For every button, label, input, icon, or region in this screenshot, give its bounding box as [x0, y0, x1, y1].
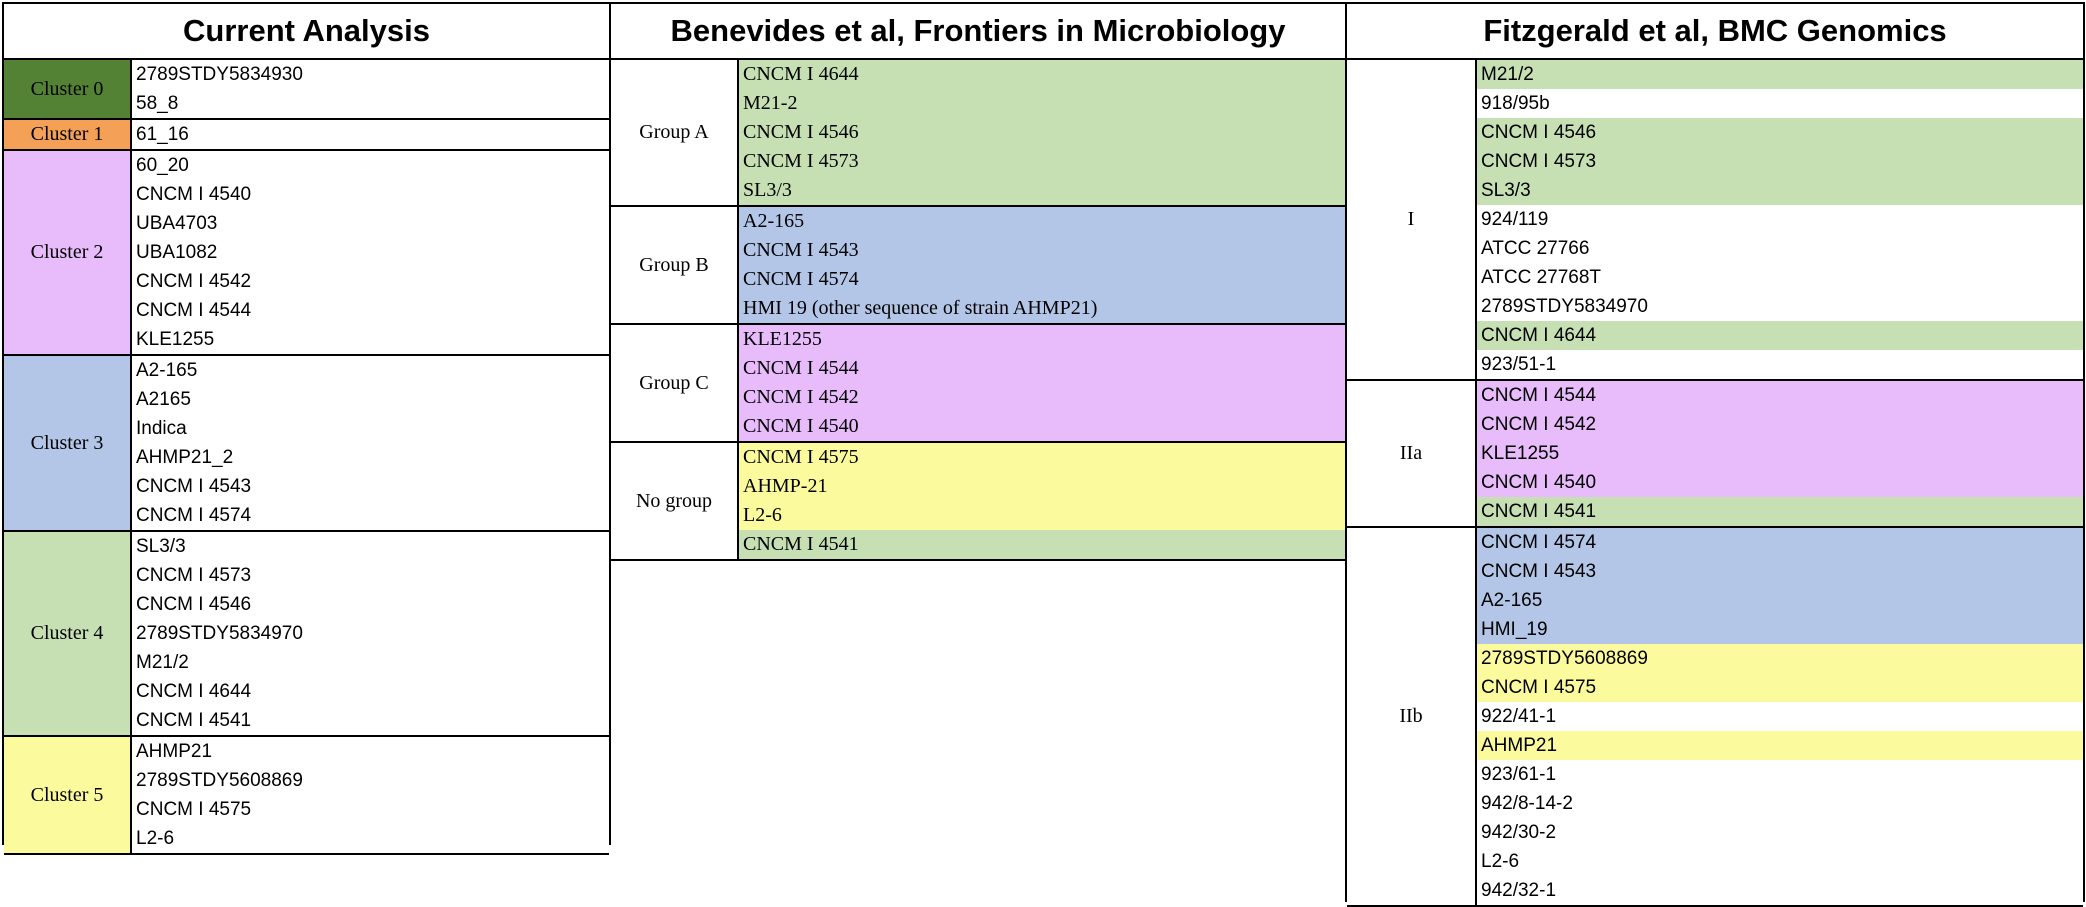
strain-item: CNCM I 4644 — [1477, 321, 2083, 350]
group-row — [4, 356, 609, 532]
strain-item: CNCM I 4575 — [132, 795, 609, 824]
group-list — [1347, 60, 2083, 907]
group-row — [611, 325, 1345, 443]
strain-item: L2-6 — [132, 824, 609, 853]
strain-item: CNCM I 4644 — [739, 60, 1345, 89]
panel-current-analysis — [2, 2, 611, 849]
strain-list — [739, 60, 1345, 205]
group-label: IIa — [1347, 381, 1477, 526]
group-row — [4, 737, 609, 855]
strain-list — [739, 207, 1345, 323]
strain-item: 923/51-1 — [1477, 350, 2083, 379]
group-row — [611, 443, 1345, 561]
strain-item: 58_8 — [132, 89, 609, 118]
strain-item: CNCM I 4644 — [132, 677, 609, 706]
strain-item: HMI_19 — [1477, 615, 2083, 644]
group-label: Group C — [611, 325, 739, 441]
strain-item: M21/2 — [132, 648, 609, 677]
strain-item: 60_20 — [132, 151, 609, 180]
panel-title: Benevides et al, Frontiers in Microbiology — [611, 4, 1345, 60]
group-row — [1347, 60, 2083, 381]
strain-item: 924/119 — [1477, 205, 2083, 234]
strain-item: CNCM I 4544 — [739, 354, 1345, 383]
strain-item: CNCM I 4544 — [132, 296, 609, 325]
group-row — [611, 207, 1345, 325]
strain-item: CNCM I 4575 — [739, 443, 1345, 472]
strain-item: CNCM I 4546 — [739, 118, 1345, 147]
strain-item: CNCM I 4540 — [1477, 468, 2083, 497]
panel-title: Fitzgerald et al, BMC Genomics — [1347, 4, 2083, 60]
strain-item: 923/61-1 — [1477, 760, 2083, 789]
strain-list — [132, 532, 609, 735]
strain-list — [1477, 60, 2083, 379]
strain-item: CNCM I 4541 — [739, 530, 1345, 559]
strain-item: CNCM I 4573 — [132, 561, 609, 590]
strain-item: 61_16 — [132, 120, 609, 149]
strain-item: Indica — [132, 414, 609, 443]
strain-item: CNCM I 4574 — [739, 265, 1345, 294]
strain-item: A2-165 — [739, 207, 1345, 236]
strain-list — [1477, 381, 2083, 526]
strain-item: KLE1255 — [1477, 439, 2083, 468]
strain-list — [739, 325, 1345, 441]
strain-list — [739, 443, 1345, 559]
strain-item: A2165 — [132, 385, 609, 414]
strain-item: KLE1255 — [132, 325, 609, 354]
strain-list — [132, 151, 609, 354]
group-label: Group A — [611, 60, 739, 205]
group-row — [1347, 381, 2083, 528]
strain-item: 2789STDY5834930 — [132, 60, 609, 89]
strain-item: M21/2 — [1477, 60, 2083, 89]
strain-item: CNCM I 4542 — [132, 267, 609, 296]
group-list — [4, 60, 609, 855]
group-label: Cluster 3 — [4, 356, 132, 530]
strain-item: A2-165 — [132, 356, 609, 385]
strain-item: AHMP21_2 — [132, 443, 609, 472]
group-list — [611, 60, 1345, 561]
strain-item: CNCM I 4543 — [739, 236, 1345, 265]
group-row — [1347, 528, 2083, 907]
group-label: I — [1347, 60, 1477, 379]
group-label: IIb — [1347, 528, 1477, 905]
strain-item: CNCM I 4574 — [132, 501, 609, 530]
strain-item: 918/95b — [1477, 89, 2083, 118]
group-label: Cluster 2 — [4, 151, 132, 354]
strain-list — [132, 356, 609, 530]
group-label: Cluster 4 — [4, 532, 132, 735]
strain-item: CNCM I 4573 — [739, 147, 1345, 176]
strain-list — [132, 737, 609, 853]
strain-item: CNCM I 4573 — [1477, 147, 2083, 176]
strain-item: 2789STDY5608869 — [1477, 644, 2083, 673]
strain-item: CNCM I 4542 — [1477, 410, 2083, 439]
strain-item: CNCM I 4540 — [739, 412, 1345, 441]
group-row — [4, 532, 609, 737]
strain-item: CNCM I 4544 — [1477, 381, 2083, 410]
strain-item: CNCM I 4546 — [132, 590, 609, 619]
strain-item: CNCM I 4542 — [739, 383, 1345, 412]
strain-item: 2789STDY5834970 — [132, 619, 609, 648]
strain-item: CNCM I 4543 — [132, 472, 609, 501]
strain-item: 2789STDY5608869 — [132, 766, 609, 795]
group-row — [4, 151, 609, 356]
strain-item: CNCM I 4541 — [1477, 497, 2083, 526]
group-label: No group — [611, 443, 739, 559]
group-label: Cluster 5 — [4, 737, 132, 853]
strain-item: UBA4703 — [132, 209, 609, 238]
strain-list — [1477, 528, 2083, 905]
strain-item: CNCM I 4543 — [1477, 557, 2083, 586]
strain-item: L2-6 — [1477, 847, 2083, 876]
strain-item: AHMP21 — [1477, 731, 2083, 760]
strain-item: SL3/3 — [132, 532, 609, 561]
panel-benevides — [609, 2, 1347, 555]
group-row — [611, 60, 1345, 207]
strain-item: ATCC 27768T — [1477, 263, 2083, 292]
strain-item: SL3/3 — [1477, 176, 2083, 205]
strain-item: 942/8-14-2 — [1477, 789, 2083, 818]
strain-item: CNCM I 4540 — [132, 180, 609, 209]
strain-item: KLE1255 — [739, 325, 1345, 354]
strain-item: A2-165 — [1477, 586, 2083, 615]
strain-item: M21-2 — [739, 89, 1345, 118]
strain-item: L2-6 — [739, 501, 1345, 530]
strain-item: AHMP-21 — [739, 472, 1345, 501]
group-label: Group B — [611, 207, 739, 323]
strain-item: SL3/3 — [739, 176, 1345, 205]
strain-list — [132, 60, 609, 118]
group-row — [4, 120, 609, 151]
strain-item: CNCM I 4541 — [132, 706, 609, 735]
group-label: Cluster 1 — [4, 120, 132, 149]
strain-item: 942/30-2 — [1477, 818, 2083, 847]
strain-item: CNCM I 4546 — [1477, 118, 2083, 147]
panel-title: Current Analysis — [4, 4, 609, 60]
panel-fitzgerald — [1345, 2, 2085, 902]
strain-item: CNCM I 4574 — [1477, 528, 2083, 557]
strain-item: ATCC 27766 — [1477, 234, 2083, 263]
strain-item: UBA1082 — [132, 238, 609, 267]
strain-item: 2789STDY5834970 — [1477, 292, 2083, 321]
strain-item: HMI 19 (other sequence of strain AHMP21) — [739, 294, 1345, 323]
strain-item: 942/32-1 — [1477, 876, 2083, 905]
strain-item: 922/41-1 — [1477, 702, 2083, 731]
group-label: Cluster 0 — [4, 60, 132, 118]
strain-list — [132, 120, 609, 149]
group-row — [4, 60, 609, 120]
strain-item: AHMP21 — [132, 737, 609, 766]
strain-item: CNCM I 4575 — [1477, 673, 2083, 702]
